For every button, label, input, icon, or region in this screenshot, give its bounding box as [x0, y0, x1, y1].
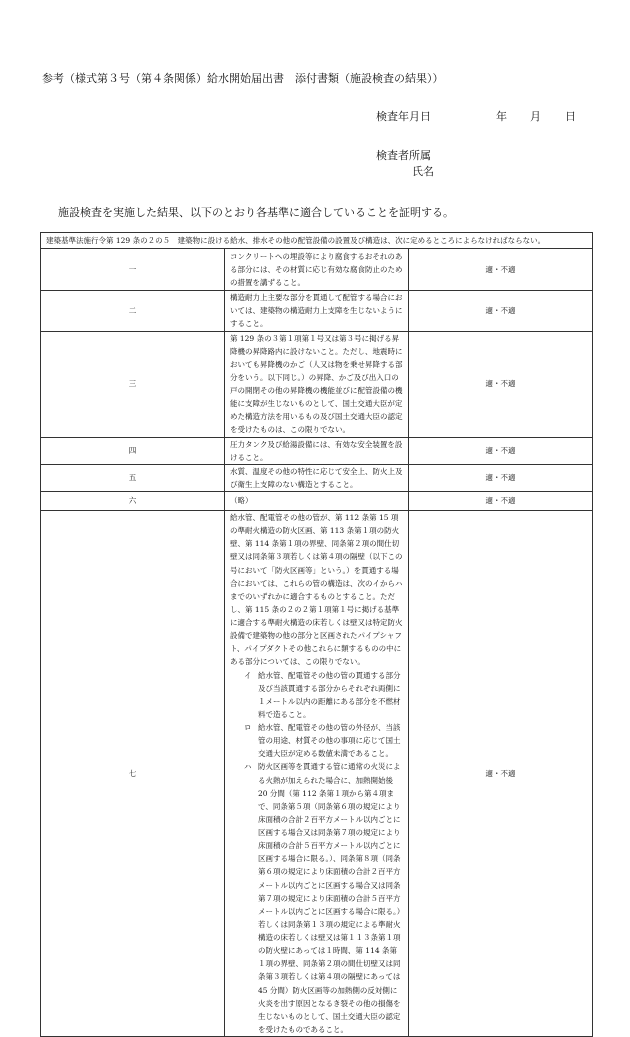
sub-item-mark: イ	[244, 670, 252, 680]
day-label: 日	[565, 110, 576, 123]
table-row	[41, 464, 593, 491]
inspector-office-label: 検査者所属	[376, 149, 431, 162]
table-row	[41, 511, 593, 1037]
row-result: 適・不適	[409, 511, 593, 1037]
table-row	[41, 331, 593, 437]
row-text: コンクリートへの埋設等により腐食するおそれのある部分には、その材質に応じ有効な腐食防止のための措置を講ずること。	[225, 249, 409, 291]
row-text: 給水管、配電管その他の管が、第 112 条第 15 項の準耐火構造の防火区画、第 113 条第１項の防火壁、第 114 条第１項の界壁、同条第２項の間仕切壁又は同条第３項若しくは第４項の隔壁（以下この号において「防火区画等」という。）を貫通する場合においては、これらの管の構造は、次のイからハまでのいずれかに適合するものとすること。ただし、第 115 条の２の２第１項第１号に掲げる基準に適合する準耐火構造の床若しくは壁又は特定防火設備で建築物の他の部分と区画されたパイプシャフト、パイプダクトその他これらに類するものの中にある部分については、この限りでない。	[230, 513, 403, 667]
row-result: 適・不適	[409, 437, 593, 464]
table-intro-row	[41, 233, 593, 249]
inspector-name-label: 氏名	[412, 165, 434, 178]
sub-item-mark: ロ	[244, 723, 252, 732]
row-body	[225, 511, 409, 1037]
row-result: 適・不適	[409, 331, 593, 437]
table-row	[41, 249, 593, 291]
sub-item-text: 給水管、配電管その他の管の外径が、当該管の用途、材質その他の事項に応じて国土交通大臣が定める数値未満であること。	[258, 723, 401, 759]
table-row	[41, 291, 593, 331]
year-label: 年	[496, 110, 507, 123]
sub-item-text: 給水管、配電管その他の管の貫通する部分及び当該貫通する部分からそれぞれ両側に１メートル以内の距離にある部分を不燃材料で造ること。	[258, 670, 401, 719]
row-number: 五	[41, 464, 225, 491]
row-text: 水質、温度その他の特性に応じて安全上、防火上及び衛生上支障のない構造とすること。	[225, 464, 409, 491]
row-result: 適・不適	[409, 492, 593, 511]
row-number: 六	[41, 492, 225, 511]
row-text: 構造耐力上主要な部分を貫通して配管する場合においては、建築物の構造耐力上支障を生じないようにすること。	[225, 291, 409, 331]
sub-item	[244, 721, 403, 760]
row-result: 適・不適	[409, 249, 593, 291]
table-intro: 建築基準法施行令第 129 条の２の５ 建築物に設ける給水、排水その他の配管設備の設置及び構造は、次に定めるところによらなければならない。	[41, 233, 593, 249]
table-row	[41, 492, 593, 511]
row-number: 四	[41, 437, 225, 464]
row-text: 圧力タンク及び給湯設備には、有効な安全装置を設けること。	[225, 437, 409, 464]
row-text: （略）	[225, 492, 409, 511]
sub-item-text: 防火区画等を貫通する管に通常の火災による火熱が加えられた場合に、加熱開始後 20 分間（第 112 条第１項から第４項まで、同条第５項（同条第６項の規定により床面積の合計２百平方メートル以内ごとに区画する場合又は同条第７項の規定により床面積の合計５百平方メートル以内ごとに区画する場合に限る。）、同条第８項（同条第６項の規定により床面積の合計２百平方メートル以内ごとに区画する場合又は同条第７項の規定により床面積の合計５百平方メートル以内ごとに区画する場合に限る。）若しくは同条第１３項の規定による準耐火構造の床若しくは壁又は第１１３条第１項の防火壁にあっては１時間、第 114 条第１項の界壁、同条第２項の間仕切壁又は同条第３項若しくは第４項の隔壁にあっては 45 分間）防火区画等の加熱側の反対側に火炎を出す原因となるき裂その他の損傷を生じないものとして、国土交通大臣の認定を受けたものであること。	[258, 762, 401, 1034]
row-text: 第 129 条の３第１項第１号又は第３号に掲げる昇降機の昇降路内に設けないこと。ただし、地震時においても昇降機のかご（人又は物を乗せ昇降する部分をいう。以下同じ。）の昇降、かご及び出入口の戸の開閉その他の昇降機の機能並びに配管設備の機能に支障が生じないものとして、国土交通大臣が定めた構造方法を用いるもの及び国土交通大臣の認定を受けたものは、この限りでない。	[225, 331, 409, 437]
sub-item	[244, 669, 403, 722]
certification-statement: 施設検査を実施した結果、以下のとおり各基準に適合していることを証明する。	[58, 206, 454, 219]
row-number: 二	[41, 291, 225, 331]
row-result: 適・不適	[409, 291, 593, 331]
sub-item-mark: ハ	[244, 762, 252, 772]
row-number: 七	[41, 511, 225, 1037]
month-label: 月	[530, 110, 541, 123]
table-row	[41, 437, 593, 464]
inspection-table	[40, 232, 593, 1037]
row-number: 三	[41, 331, 225, 437]
row-result: 適・不適	[409, 464, 593, 491]
inspection-date-label: 検査年月日	[376, 110, 431, 123]
document-title: 参考（様式第３号（第４条関係）給水開始届出書 添付書類（施設検査の結果））	[42, 72, 444, 85]
sub-item	[244, 760, 403, 1036]
row-number: 一	[41, 249, 225, 291]
